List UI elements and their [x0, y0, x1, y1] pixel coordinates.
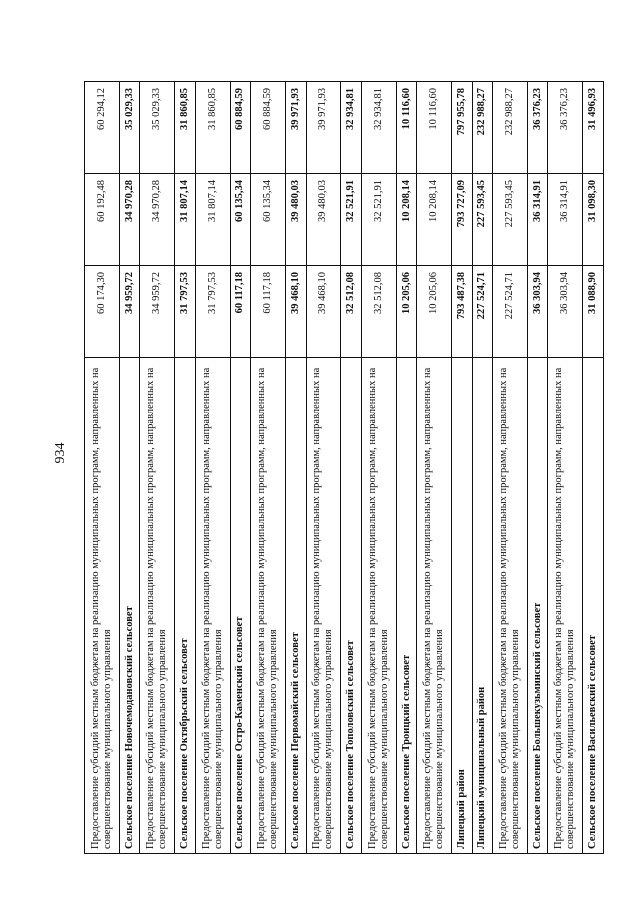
value-cell-1: 60 117,18 — [251, 266, 286, 358]
value-cell-2: 31 098,30 — [583, 174, 604, 266]
table-row — [472, 82, 492, 854]
table-row — [493, 82, 528, 854]
value-cell-2: 32 521,91 — [341, 174, 361, 266]
row-name-cell: Сельское поселение Остро-Каменский сельсовет — [230, 358, 250, 854]
value-cell-3: 32 934,81 — [341, 82, 361, 174]
value-cell-3: 60 884,59 — [251, 82, 286, 174]
value-cell-3: 36 376,23 — [528, 82, 548, 174]
value-cell-3: 232 988,27 — [493, 82, 528, 174]
value-cell-2: 10 208,14 — [396, 174, 416, 266]
row-name-cell: Предоставление субсидий местным бюджетам на реализацию муниципальных программ, направленных на совершенствование муниципального управления — [306, 358, 341, 854]
row-name-cell: Липецкий муниципальный район — [472, 358, 492, 854]
value-cell-2: 32 521,91 — [361, 174, 396, 266]
value-cell-1: 10 205,06 — [417, 266, 452, 358]
value-cell-2: 39 480,03 — [286, 174, 306, 266]
value-cell-2: 793 727,09 — [452, 174, 472, 266]
row-name-cell: Сельское поселение Первомайский сельсовет — [286, 358, 306, 854]
table-row — [306, 82, 341, 854]
value-cell-1: 39 468,10 — [306, 266, 341, 358]
row-name-cell: Предоставление субсидий местным бюджетам на реализацию муниципальных программ, направленных на совершенствование муниципального управления — [140, 358, 175, 854]
row-name-cell: Сельское поселение Тополовский сельсовет — [341, 358, 361, 854]
value-cell-3: 31 860,85 — [175, 82, 195, 174]
table-row — [286, 82, 306, 854]
row-name-cell: Предоставление субсидий местным бюджетам на реализацию муниципальных программ, направленных на совершенствование муниципального управления — [417, 358, 452, 854]
table-row — [195, 82, 230, 854]
table-row — [85, 82, 120, 854]
row-name-cell: Предоставление субсидий местным бюджетам на реализацию муниципальных программ, направленных на совершенствование муниципального управления — [548, 358, 583, 854]
table-row — [417, 82, 452, 854]
value-cell-1: 31 797,53 — [195, 266, 230, 358]
value-cell-2: 39 480,03 — [306, 174, 341, 266]
value-cell-3: 10 116,60 — [396, 82, 416, 174]
value-cell-2: 60 135,34 — [230, 174, 250, 266]
value-cell-3: 31 496,93 — [583, 82, 604, 174]
row-name-cell: Сельское поселение Октябрьский сельсовет — [175, 358, 195, 854]
value-cell-2: 36 314,91 — [548, 174, 583, 266]
value-cell-3: 36 376,23 — [548, 82, 583, 174]
table-row — [175, 82, 195, 854]
value-cell-3: 39 971,93 — [306, 82, 341, 174]
row-name-cell: Сельское поселение Васильевский сельсовет — [583, 358, 604, 854]
value-cell-2: 227 593,45 — [493, 174, 528, 266]
value-cell-2: 34 970,28 — [119, 174, 139, 266]
subsidy-table-frame — [84, 82, 604, 854]
value-cell-1: 39 468,10 — [286, 266, 306, 358]
table-row — [528, 82, 548, 854]
row-name-cell: Сельское поселение Троицкий сельсовет — [396, 358, 416, 854]
value-cell-1: 10 205,06 — [396, 266, 416, 358]
value-cell-1: 227 524,71 — [493, 266, 528, 358]
table-row — [396, 82, 416, 854]
value-cell-2: 31 807,14 — [175, 174, 195, 266]
value-cell-1: 32 512,08 — [361, 266, 396, 358]
row-name-cell: Предоставление субсидий местным бюджетам на реализацию муниципальных программ, направленных на совершенствование муниципального управления — [493, 358, 528, 854]
value-cell-1: 36 303,94 — [528, 266, 548, 358]
table-row — [548, 82, 583, 854]
value-cell-1: 793 487,38 — [452, 266, 472, 358]
value-cell-3: 10 116,60 — [417, 82, 452, 174]
value-cell-2: 31 807,14 — [195, 174, 230, 266]
page-number: 934 — [53, 442, 68, 464]
value-cell-2: 10 208,14 — [417, 174, 452, 266]
rotated-table-container — [84, 82, 604, 854]
table-row — [230, 82, 250, 854]
value-cell-3: 60 884,59 — [230, 82, 250, 174]
row-name-cell: Предоставление субсидий местным бюджетам на реализацию муниципальных программ, направленных на совершенствование муниципального управления — [85, 358, 120, 854]
value-cell-2: 34 970,28 — [140, 174, 175, 266]
table-row — [583, 82, 604, 854]
table-body — [85, 82, 604, 854]
value-cell-2: 60 192,48 — [85, 174, 120, 266]
table-row — [341, 82, 361, 854]
value-cell-2: 36 314,91 — [528, 174, 548, 266]
row-name-cell: Предоставление субсидий местным бюджетам на реализацию муниципальных программ, направленных на совершенствование муниципального управления — [361, 358, 396, 854]
value-cell-3: 32 934,81 — [361, 82, 396, 174]
table-row — [140, 82, 175, 854]
value-cell-1: 32 512,08 — [341, 266, 361, 358]
value-cell-3: 35 029,33 — [140, 82, 175, 174]
value-cell-1: 60 117,18 — [230, 266, 250, 358]
value-cell-1: 60 174,30 — [85, 266, 120, 358]
table-row — [119, 82, 139, 854]
value-cell-3: 31 860,85 — [195, 82, 230, 174]
row-name-cell: Предоставление субсидий местным бюджетам на реализацию муниципальных программ, направленных на совершенствование муниципального управления — [195, 358, 230, 854]
row-name-cell: Предоставление субсидий местным бюджетам на реализацию муниципальных программ, направленных на совершенствование муниципального управления — [251, 358, 286, 854]
value-cell-1: 31 088,90 — [583, 266, 604, 358]
value-cell-2: 60 135,34 — [251, 174, 286, 266]
value-cell-2: 227 593,45 — [472, 174, 492, 266]
subsidy-table — [84, 81, 604, 854]
table-row — [251, 82, 286, 854]
value-cell-3: 35 029,33 — [119, 82, 139, 174]
value-cell-1: 34 959,72 — [119, 266, 139, 358]
table-row — [452, 82, 472, 854]
value-cell-3: 60 294,12 — [85, 82, 120, 174]
value-cell-3: 797 955,78 — [452, 82, 472, 174]
row-name-cell: Липецкий район — [452, 358, 472, 854]
row-name-cell: Сельское поселение Новочемодановский сельсовет — [119, 358, 139, 854]
value-cell-1: 227 524,71 — [472, 266, 492, 358]
value-cell-1: 36 303,94 — [548, 266, 583, 358]
value-cell-3: 232 988,27 — [472, 82, 492, 174]
value-cell-1: 34 959,72 — [140, 266, 175, 358]
value-cell-1: 31 797,53 — [175, 266, 195, 358]
table-row — [361, 82, 396, 854]
row-name-cell: Сельское поселение Большекузьминский сельсовет — [528, 358, 548, 854]
value-cell-3: 39 971,93 — [286, 82, 306, 174]
